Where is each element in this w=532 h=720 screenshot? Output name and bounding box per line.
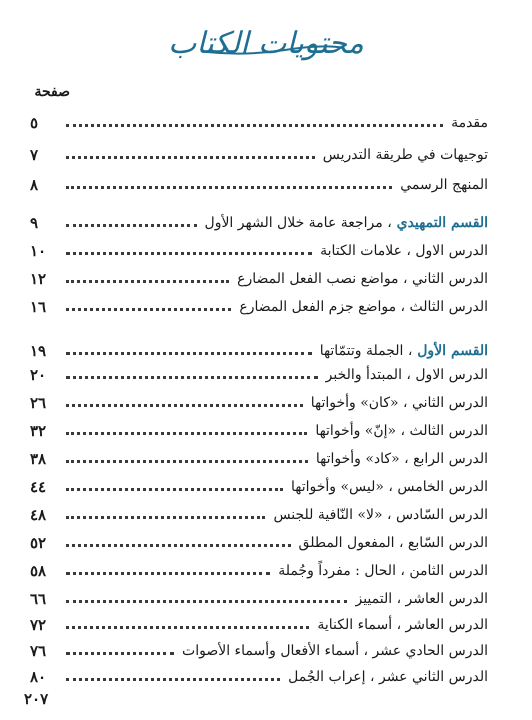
toc-entry-text: الدرس الثاني عشر ، إعراب الجُمل xyxy=(288,669,488,685)
toc-entry xyxy=(30,638,488,660)
dot-leader xyxy=(66,352,312,355)
dot-leader xyxy=(66,572,270,575)
toc-section-title: القسم الأول xyxy=(412,343,488,359)
toc-entry-label xyxy=(299,534,488,552)
toc-entry-text: الدرس الثاني ، مواضع نصب الفعل المضارع xyxy=(237,271,488,287)
toc-page-number: ٧٢ xyxy=(30,616,47,634)
toc-entry-text: الدرس الخامس ، «ليس» وأخواتها xyxy=(291,479,488,495)
toc-entry-label xyxy=(320,242,488,260)
toc-page-number: ٧٦ xyxy=(30,642,47,660)
toc-entry xyxy=(30,210,488,232)
toc-page-number: ١٢ xyxy=(30,270,47,288)
toc-page-number: ١٦ xyxy=(30,298,47,316)
toc-entry-text: الدرس الثاني ، «كان» وأخواتها xyxy=(310,395,488,411)
toc-entry xyxy=(30,390,488,412)
toc-entry xyxy=(30,612,488,634)
toc-page-number: ٦٦ xyxy=(30,590,47,608)
toc-page-number: ٨٠ xyxy=(30,668,47,686)
toc-entry xyxy=(30,110,488,132)
toc-entry-text: توجيهات في طريقة التدريس xyxy=(322,147,488,163)
toc-entry-label xyxy=(400,176,488,194)
toc-entry xyxy=(30,530,488,552)
dot-leader xyxy=(66,626,309,629)
toc-entry xyxy=(30,266,488,288)
toc-entry-label xyxy=(291,478,488,496)
dot-leader xyxy=(66,224,197,227)
toc-entry-text: ، الجملة وتتمّاتها xyxy=(319,343,413,359)
dot-leader xyxy=(66,678,280,681)
toc-entry-label xyxy=(355,590,488,608)
page-title: محتويات الكتاب xyxy=(168,26,364,61)
toc-entry-text: ، مراجعة عامة خلال الشهر الأول xyxy=(204,215,392,231)
toc-entry-label xyxy=(317,616,488,634)
toc-page-number: ٢٦ xyxy=(30,394,47,412)
toc-entry xyxy=(30,446,488,468)
toc-entry-label xyxy=(323,146,488,164)
toc-entry-label xyxy=(316,450,488,468)
toc-entry xyxy=(30,362,488,384)
toc-entry-text: المنهج الرسمي xyxy=(400,177,488,193)
toc-entry-text: الدرس الاول ، علامات الكتابة xyxy=(320,243,488,259)
dot-leader xyxy=(66,308,231,311)
toc-entry xyxy=(30,502,488,524)
toc-page-number: ١٩ xyxy=(30,342,47,360)
toc-entry-text: الدرس السّادس ، «لا» النّافية للجنس xyxy=(273,507,488,523)
dot-leader xyxy=(66,432,307,435)
toc-entry-label xyxy=(205,214,488,232)
dot-leader xyxy=(66,280,229,283)
toc-entry-label xyxy=(311,394,488,412)
toc-entry-text: الدرس العاشر ، التمييز xyxy=(355,591,488,607)
toc-entry xyxy=(30,142,488,164)
toc-page-number: ٨ xyxy=(30,176,39,194)
dot-leader xyxy=(66,544,291,547)
dot-leader xyxy=(66,124,443,127)
toc-page-number: ٩ xyxy=(30,214,39,232)
toc-entry-label xyxy=(239,298,488,316)
toc-page-number: ٧ xyxy=(30,146,39,164)
toc-entry xyxy=(30,474,488,496)
toc-section-title: القسم التمهيدي xyxy=(391,215,488,231)
toc-entry-text: الدرس الرابع ، «كاد» وأخواتها xyxy=(315,451,488,467)
dot-leader xyxy=(66,376,318,379)
page-column-header: صفحة xyxy=(34,84,70,100)
toc-entry-label xyxy=(278,562,488,580)
toc-entry-text: الدرس الحادي عشر ، أسماء الأفعال وأسماء الأصوات xyxy=(182,643,488,659)
toc-entry-label xyxy=(182,642,488,660)
toc-entry-text: الدرس الاول ، المبتدأ والخبر xyxy=(325,367,488,383)
toc-entry xyxy=(30,294,488,316)
toc-entry-text: الدرس الثامن ، الحال : مفرداً وجُملة xyxy=(278,563,488,579)
toc-page-number: ٤٨ xyxy=(30,506,47,524)
toc-entry-text: الدرس السّابع ، المفعول المطلق xyxy=(298,535,488,551)
toc-entry xyxy=(30,586,488,608)
toc-page-number: ١٠ xyxy=(30,242,47,260)
toc-entry-label xyxy=(451,114,488,132)
toc-entry-label xyxy=(320,342,488,360)
toc-entry xyxy=(30,338,488,360)
folio-page-number: ٢٠٧ xyxy=(24,690,49,708)
toc-entry xyxy=(30,418,488,440)
toc-entry-label xyxy=(288,668,488,686)
toc-entry xyxy=(30,664,488,686)
toc-entry-label xyxy=(273,506,488,524)
toc-page-number: ٣٢ xyxy=(30,422,47,440)
toc-entry xyxy=(30,172,488,194)
toc-page-number: ٥٨ xyxy=(30,562,47,580)
toc-page-number: ٣٨ xyxy=(30,450,47,468)
dot-leader xyxy=(66,516,265,519)
dot-leader xyxy=(66,652,174,655)
toc-page-number: ٢٠ xyxy=(30,366,47,384)
toc-entry-text: مقدمة xyxy=(451,115,488,131)
dot-leader xyxy=(66,156,315,159)
toc-entry-label xyxy=(237,270,488,288)
dot-leader xyxy=(66,252,312,255)
dot-leader xyxy=(66,186,392,189)
toc-page-number: ٥٢ xyxy=(30,534,47,552)
dot-leader xyxy=(66,488,283,491)
toc-entry-label xyxy=(326,366,488,384)
dot-leader xyxy=(66,460,308,463)
toc-entry-text: الدرس الثالث ، «إنّ» وأخواتها xyxy=(315,423,488,439)
toc-entry xyxy=(30,238,488,260)
toc-page-number: ٥ xyxy=(30,114,39,132)
dot-leader xyxy=(66,404,303,407)
toc-entry-text: الدرس العاشر ، أسماء الكناية xyxy=(317,617,488,633)
toc-entry xyxy=(30,558,488,580)
dot-leader xyxy=(66,600,347,603)
toc-page-number: ٤٤ xyxy=(30,478,47,496)
toc-entry-text: الدرس الثالث ، مواضع جزم الفعل المضارع xyxy=(239,299,488,315)
toc-entry-label xyxy=(315,422,488,440)
